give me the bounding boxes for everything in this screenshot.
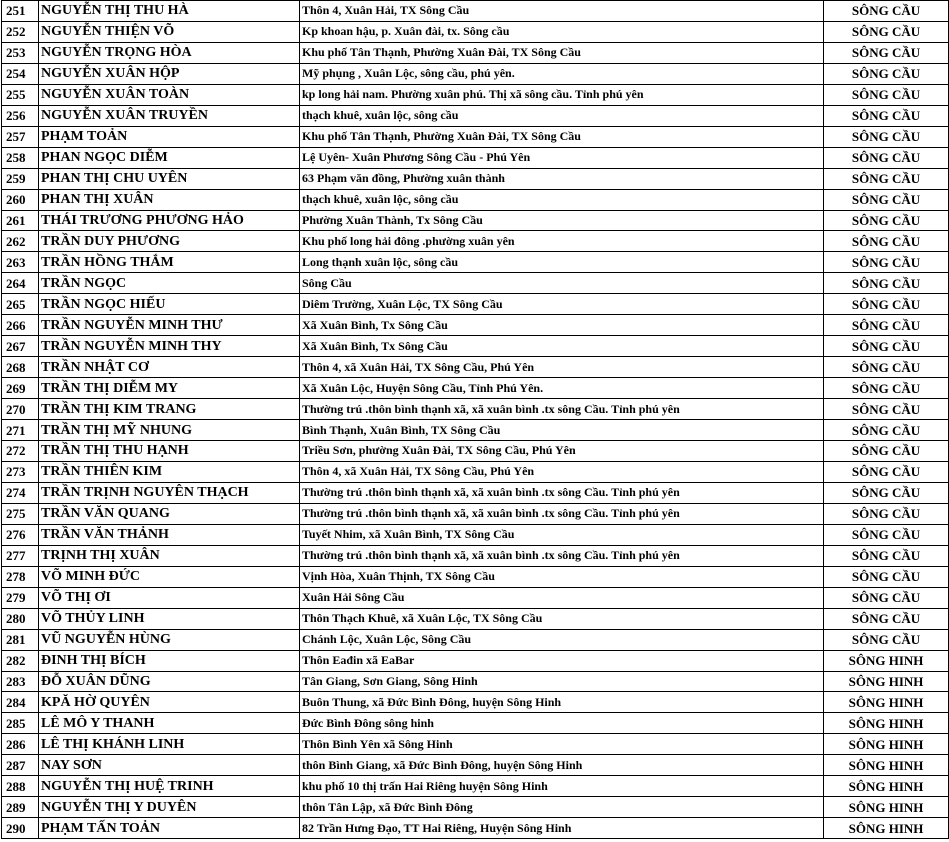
area-cell: SÔNG CẦU — [824, 273, 949, 294]
person-name-cell: PHAN NGỌC DIỄM — [39, 147, 300, 168]
person-name-cell: NGUYỄN TRỌNG HÒA — [39, 42, 300, 63]
table-row — [2, 734, 949, 755]
table-row — [2, 713, 949, 734]
person-name-cell: NAY SƠN — [39, 755, 300, 776]
person-name-cell: PHẠM TẤN TOẢN — [39, 818, 300, 839]
row-number-cell: 282 — [2, 650, 39, 671]
person-name-cell: VÕ MINH ĐỨC — [39, 566, 300, 587]
address-cell: Buôn Thung, xã Đức Bình Đông, huyện Sông Hinh — [300, 692, 824, 713]
row-number-cell: 258 — [2, 147, 39, 168]
area-cell: SÔNG CẦU — [824, 42, 949, 63]
row-number-cell: 270 — [2, 399, 39, 420]
table-row — [2, 608, 949, 629]
address-cell: Phường Xuân Thành, Tx Sông Cầu — [300, 210, 824, 231]
table-row — [2, 252, 949, 273]
row-number-cell: 264 — [2, 273, 39, 294]
row-number-cell: 251 — [2, 1, 39, 22]
table-row — [2, 671, 949, 692]
table-row — [2, 818, 949, 839]
table-row — [2, 503, 949, 524]
address-cell: Khu phố long hải đông .phường xuân yên — [300, 231, 824, 252]
row-number-cell: 269 — [2, 378, 39, 399]
area-cell: SÔNG CẦU — [824, 461, 949, 482]
table-row — [2, 566, 949, 587]
address-cell: thôn Tân Lập, xã Đức Bình Đông — [300, 797, 824, 818]
person-name-cell: NGUYỄN THIỆN VÕ — [39, 21, 300, 42]
table-row — [2, 692, 949, 713]
table-row — [2, 105, 949, 126]
person-name-cell: NGUYỄN XUÂN TOÀN — [39, 84, 300, 105]
person-name-cell: NGUYỄN XUÂN HỘP — [39, 63, 300, 84]
area-cell: SÔNG CẦU — [824, 252, 949, 273]
address-cell: Thường trú .thôn bình thạnh xã, xã xuân bình .tx sông Cầu. Tỉnh phú yên — [300, 503, 824, 524]
person-name-cell: THÁI TRƯƠNG PHƯƠNG HẢO — [39, 210, 300, 231]
area-cell: SÔNG CẦU — [824, 608, 949, 629]
address-cell: Thôn Thạch Khuê, xã Xuân Lộc, TX Sông Cầu — [300, 608, 824, 629]
table-row — [2, 755, 949, 776]
area-cell: SÔNG HINH — [824, 776, 949, 797]
area-cell: SÔNG CẦU — [824, 1, 949, 22]
person-name-cell: TRẦN VĂN THẢNH — [39, 524, 300, 545]
person-name-cell: TRẦN THỊ DIỄM MY — [39, 378, 300, 399]
row-number-cell: 253 — [2, 42, 39, 63]
row-number-cell: 286 — [2, 734, 39, 755]
address-cell: Tân Giang, Sơn Giang, Sông Hinh — [300, 671, 824, 692]
row-number-cell: 285 — [2, 713, 39, 734]
area-cell: SÔNG CẦU — [824, 441, 949, 462]
person-name-cell: NGUYỄN THỊ THU HÀ — [39, 1, 300, 22]
row-number-cell: 271 — [2, 420, 39, 441]
person-name-cell: TRẦN TRỊNH NGUYÊN THẠCH — [39, 482, 300, 503]
address-cell: thôn Bình Giang, xã Đức Bình Đông, huyện Sông Hinh — [300, 755, 824, 776]
row-number-cell: 254 — [2, 63, 39, 84]
table-row — [2, 168, 949, 189]
area-cell: SÔNG CẦU — [824, 357, 949, 378]
table-row — [2, 1, 949, 22]
table-row — [2, 420, 949, 441]
person-name-cell: NGUYỄN THỊ Y DUYÊN — [39, 797, 300, 818]
person-name-cell: NGUYỄN THỊ HUỆ TRINH — [39, 776, 300, 797]
person-name-cell: TRẦN NGUYỄN MINH THY — [39, 336, 300, 357]
row-number-cell: 263 — [2, 252, 39, 273]
row-number-cell: 257 — [2, 126, 39, 147]
person-name-cell: ĐỖ XUÂN DŨNG — [39, 671, 300, 692]
row-number-cell: 287 — [2, 755, 39, 776]
area-cell: SÔNG CẦU — [824, 587, 949, 608]
address-cell: Vịnh Hòa, Xuân Thịnh, TX Sông Cầu — [300, 566, 824, 587]
table-row — [2, 399, 949, 420]
person-name-cell: VÕ THỊ ƠI — [39, 587, 300, 608]
address-cell: Thôn Bình Yên xã Sông Hinh — [300, 734, 824, 755]
area-cell: SÔNG CẦU — [824, 168, 949, 189]
address-cell: Tuyết Nhim, xã Xuân Bình, TX Sông Cầu — [300, 524, 824, 545]
address-cell: Thôn 4, Xuân Hải, TX Sông Cầu — [300, 1, 824, 22]
area-cell: SÔNG CẦU — [824, 210, 949, 231]
address-cell: Thôn 4, xã Xuân Hải, TX Sông Cầu, Phú Yên — [300, 461, 824, 482]
row-number-cell: 274 — [2, 482, 39, 503]
row-number-cell: 276 — [2, 524, 39, 545]
table-row — [2, 63, 949, 84]
person-name-cell: PHAN THỊ CHU UYÊN — [39, 168, 300, 189]
area-cell: SÔNG CẦU — [824, 524, 949, 545]
row-number-cell: 267 — [2, 336, 39, 357]
table-row — [2, 126, 949, 147]
table-row — [2, 545, 949, 566]
row-number-cell: 273 — [2, 461, 39, 482]
address-cell: 82 Trần Hưng Đạo, TT Hai Riêng, Huyện Sông Hinh — [300, 818, 824, 839]
area-cell: SÔNG HINH — [824, 755, 949, 776]
table-row — [2, 336, 949, 357]
person-name-cell: TRẦN THỊ THU HẠNH — [39, 441, 300, 462]
person-name-cell: TRẦN VĂN QUANG — [39, 503, 300, 524]
area-cell: SÔNG CẦU — [824, 566, 949, 587]
row-number-cell: 272 — [2, 441, 39, 462]
person-name-cell: TRẦN NGUYỄN MINH THƯ — [39, 315, 300, 336]
area-cell: SÔNG CẦU — [824, 189, 949, 210]
address-cell: kp long hải nam. Phường xuân phú. Thị xã sông cầu. Tỉnh phú yên — [300, 84, 824, 105]
area-cell: SÔNG CẦU — [824, 503, 949, 524]
person-name-cell: ĐINH THỊ BÍCH — [39, 650, 300, 671]
address-cell: Mỹ phụng , Xuân Lộc, sông cầu, phú yên. — [300, 63, 824, 84]
table-row — [2, 315, 949, 336]
row-number-cell: 290 — [2, 818, 39, 839]
table-row — [2, 42, 949, 63]
person-name-cell: LÊ MÔ Y THANH — [39, 713, 300, 734]
address-cell: Xã Xuân Lộc, Huyện Sông Cầu, Tỉnh Phú Yên. — [300, 378, 824, 399]
person-name-cell: NGUYỄN XUÂN TRUYỀN — [39, 105, 300, 126]
address-cell: thạch khuê, xuân lộc, sông cầu — [300, 189, 824, 210]
address-cell: Bình Thạnh, Xuân Bình, TX Sông Cầu — [300, 420, 824, 441]
person-name-cell: TRẦN DUY PHƯƠNG — [39, 231, 300, 252]
row-number-cell: 265 — [2, 294, 39, 315]
address-cell: Thường trú .thôn bình thạnh xã, xã xuân bình .tx sông Cầu. Tỉnh phú yên — [300, 399, 824, 420]
table-row — [2, 461, 949, 482]
row-number-cell: 266 — [2, 315, 39, 336]
area-cell: SÔNG CẦU — [824, 63, 949, 84]
area-cell: SÔNG CẦU — [824, 336, 949, 357]
area-cell: SÔNG CẦU — [824, 315, 949, 336]
address-cell: Kp khoan hậu, p. Xuân đài, tx. Sông cầu — [300, 21, 824, 42]
area-cell: SÔNG HINH — [824, 692, 949, 713]
table-row — [2, 357, 949, 378]
row-number-cell: 283 — [2, 671, 39, 692]
table-row — [2, 21, 949, 42]
area-cell: SÔNG HINH — [824, 797, 949, 818]
address-cell: Xuân Hải Sông Cầu — [300, 587, 824, 608]
row-number-cell: 281 — [2, 629, 39, 650]
address-cell: Thôn 4, xã Xuân Hải, TX Sông Cầu, Phú Yên — [300, 357, 824, 378]
row-number-cell: 280 — [2, 608, 39, 629]
table-row — [2, 441, 949, 462]
area-cell: SÔNG HINH — [824, 671, 949, 692]
person-name-cell: VŨ NGUYỄN HÙNG — [39, 629, 300, 650]
table-row — [2, 797, 949, 818]
table-row — [2, 482, 949, 503]
person-name-cell: TRẦN NHẬT CƠ — [39, 357, 300, 378]
row-number-cell: 261 — [2, 210, 39, 231]
area-cell: SÔNG CẦU — [824, 231, 949, 252]
address-cell: Xã Xuân Bình, Tx Sông Cầu — [300, 336, 824, 357]
area-cell: SÔNG HINH — [824, 734, 949, 755]
area-cell: SÔNG CẦU — [824, 378, 949, 399]
person-name-cell: TRẦN THỊ MỸ NHUNG — [39, 420, 300, 441]
address-cell: Diêm Trường, Xuân Lộc, TX Sông Cầu — [300, 294, 824, 315]
row-number-cell: 268 — [2, 357, 39, 378]
person-name-cell: PHẠM TOẢN — [39, 126, 300, 147]
area-cell: SÔNG CẦU — [824, 482, 949, 503]
person-name-cell: TRẦN NGỌC — [39, 273, 300, 294]
row-number-cell: 252 — [2, 21, 39, 42]
person-name-cell: TRẦN THIÊN KIM — [39, 461, 300, 482]
address-cell: khu phố 10 thị trấn Hai Riêng huyện Sông Hinh — [300, 776, 824, 797]
row-number-cell: 289 — [2, 797, 39, 818]
area-cell: SÔNG CẦU — [824, 420, 949, 441]
table-row — [2, 629, 949, 650]
area-cell: SÔNG CẦU — [824, 84, 949, 105]
address-cell: Thường trú .thôn bình thạnh xã, xã xuân bình .tx sông Cầu. Tỉnh phú yên — [300, 482, 824, 503]
person-name-cell: TRẦN HỒNG THẮM — [39, 252, 300, 273]
row-number-cell: 277 — [2, 545, 39, 566]
address-cell: Khu phố Tân Thạnh, Phường Xuân Đài, TX Sông Cầu — [300, 42, 824, 63]
roster-table — [1, 0, 949, 839]
area-cell: SÔNG HINH — [824, 713, 949, 734]
row-number-cell: 260 — [2, 189, 39, 210]
row-number-cell: 256 — [2, 105, 39, 126]
row-number-cell: 278 — [2, 566, 39, 587]
person-name-cell: LÊ THỊ KHÁNH LINH — [39, 734, 300, 755]
person-name-cell: TRẦN NGỌC HIẾU — [39, 294, 300, 315]
address-cell: Chánh Lộc, Xuân Lộc, Sông Cầu — [300, 629, 824, 650]
row-number-cell: 275 — [2, 503, 39, 524]
address-cell: 63 Phạm văn đồng, Phường xuân thành — [300, 168, 824, 189]
person-name-cell: TRẦN THỊ KIM TRANG — [39, 399, 300, 420]
table-row — [2, 776, 949, 797]
row-number-cell: 259 — [2, 168, 39, 189]
area-cell: SÔNG HINH — [824, 818, 949, 839]
table-row — [2, 147, 949, 168]
address-cell: Thôn Eađin xã EaBar — [300, 650, 824, 671]
table-row — [2, 524, 949, 545]
area-cell: SÔNG CẦU — [824, 147, 949, 168]
area-cell: SÔNG CẦU — [824, 105, 949, 126]
area-cell: SÔNG HINH — [824, 650, 949, 671]
address-cell: Khu phố Tân Thạnh, Phường Xuân Đài, TX Sông Cầu — [300, 126, 824, 147]
address-cell: Sông Cầu — [300, 273, 824, 294]
area-cell: SÔNG CẦU — [824, 126, 949, 147]
address-cell: Đức Bình Đông sông hinh — [300, 713, 824, 734]
area-cell: SÔNG CẦU — [824, 21, 949, 42]
table-row — [2, 273, 949, 294]
person-name-cell: TRỊNH THỊ XUÂN — [39, 545, 300, 566]
table-row — [2, 189, 949, 210]
row-number-cell: 255 — [2, 84, 39, 105]
address-cell: Xã Xuân Bình, Tx Sông Cầu — [300, 315, 824, 336]
address-cell: Lệ Uyên- Xuân Phương Sông Cầu - Phú Yên — [300, 147, 824, 168]
table-row — [2, 294, 949, 315]
area-cell: SÔNG CẦU — [824, 629, 949, 650]
person-name-cell: VÕ THỦY LINH — [39, 608, 300, 629]
person-name-cell: PHAN THỊ XUÂN — [39, 189, 300, 210]
area-cell: SÔNG CẦU — [824, 545, 949, 566]
address-cell: Long thạnh xuân lộc, sông cầu — [300, 252, 824, 273]
table-row — [2, 378, 949, 399]
row-number-cell: 262 — [2, 231, 39, 252]
address-cell: thạch khuê, xuân lộc, sông cầu — [300, 105, 824, 126]
row-number-cell: 288 — [2, 776, 39, 797]
address-cell: Triều Sơn, phường Xuân Đài, TX Sông Cầu, Phú Yên — [300, 441, 824, 462]
roster-body — [2, 1, 949, 839]
table-row — [2, 210, 949, 231]
address-cell: Thường trú .thôn bình thạnh xã, xã xuân bình .tx sông Cầu. Tỉnh phú yên — [300, 545, 824, 566]
person-name-cell: KPĂ HỜ QUYÊN — [39, 692, 300, 713]
area-cell: SÔNG CẦU — [824, 399, 949, 420]
row-number-cell: 279 — [2, 587, 39, 608]
table-row — [2, 587, 949, 608]
area-cell: SÔNG CẦU — [824, 294, 949, 315]
table-row — [2, 231, 949, 252]
row-number-cell: 284 — [2, 692, 39, 713]
table-row — [2, 84, 949, 105]
table-row — [2, 650, 949, 671]
